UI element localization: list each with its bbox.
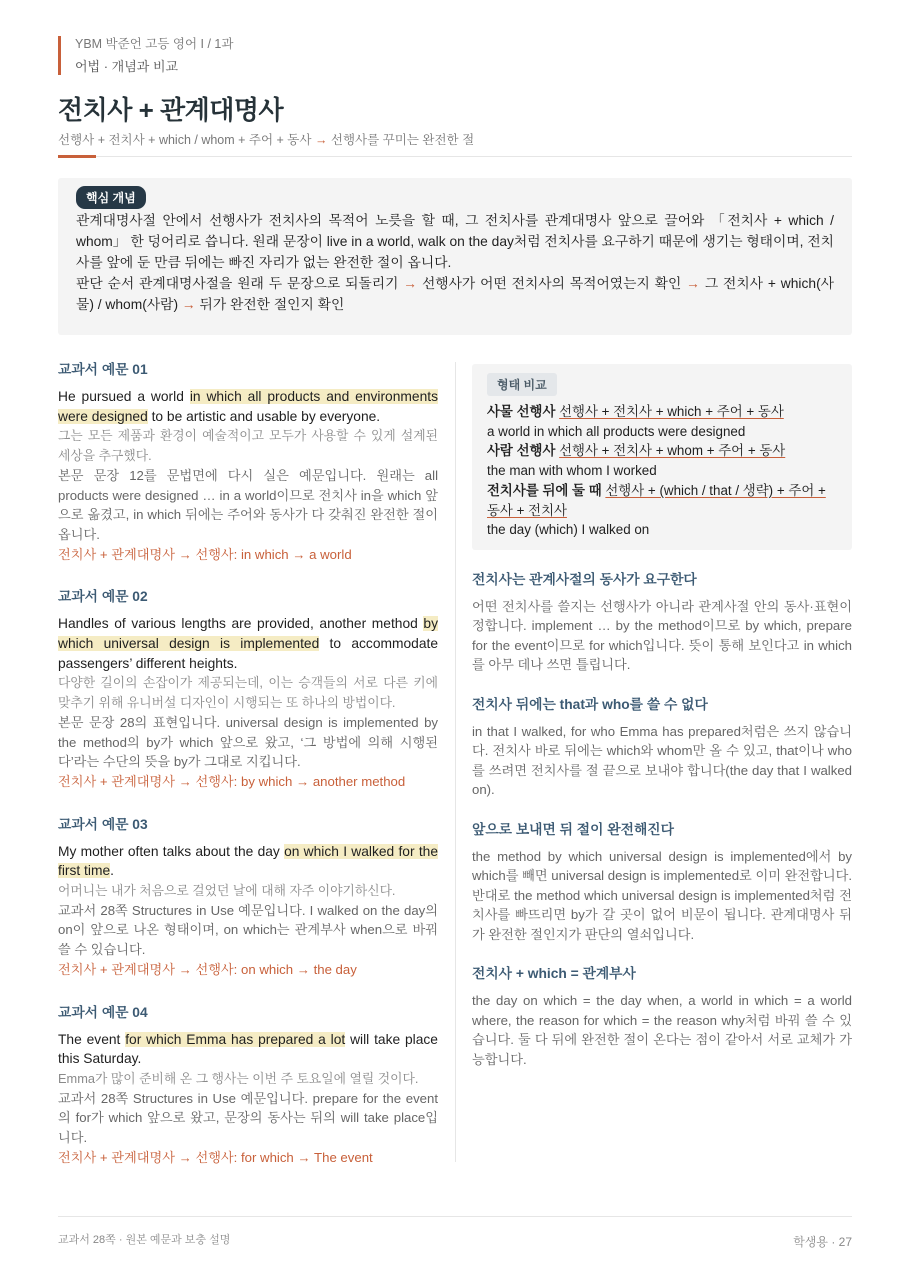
title-accent-line xyxy=(58,155,96,158)
example-note: 본문 문장 28의 표현입니다. universal design is implemented by the method의 by가 which 앞으로 왔고, ‘그 방법에 의해 시행된다’라는 수단의 뜻을 by가 그대로 지킵니다. xyxy=(58,714,438,770)
note-title: 전치사는 관계사절의 동사가 요구한다 xyxy=(472,571,697,587)
compare-example: a world in which all products were designed xyxy=(487,423,746,439)
examples-column xyxy=(58,358,438,1189)
footer-source: 교과서 28쪽 · 원본 예문과 보충 설명 xyxy=(58,1234,231,1246)
example-title: 교과서 예문 01 xyxy=(58,362,148,377)
example-rule: 전치사 + 관계대명사 → 선행사: by which → another method xyxy=(58,773,406,789)
concept-pill: 핵심 개념 xyxy=(76,186,146,209)
arrow-icon: → xyxy=(686,276,700,291)
page-number: 학생용 · 27 xyxy=(793,1235,852,1249)
concept-box xyxy=(58,178,852,335)
concept-paragraph: 관계대명사절 안에서 선행사가 전치사의 목적어 노릇을 할 때, 그 전치사를 관계대명사 앞으로 끌어와 「전치사 + which / whom」 한 덩어리로 씁니다. 원래 문장이 live in a world, walk on the day처럼 전치사를 요구하기 때문에 생기는 형태이며, 전치사를 앞에 둔 만큼 뒤에는 빠진 자리가 없는 완전한 절이 옵니다. xyxy=(76,213,834,270)
example-title: 교과서 예문 03 xyxy=(58,816,148,832)
note-block xyxy=(472,818,852,945)
example-rule: 전치사 + 관계대명사 → 선행사: on which → the day xyxy=(58,961,357,977)
compare-formula: 선행사 + (which / that / 생략) + 주어 + 동사 + 전치사 xyxy=(487,482,826,518)
example-english-pre: My mother often talks about the day xyxy=(58,843,285,859)
compare-label: 사물 선행사 xyxy=(487,404,560,419)
note-body: 어떤 전치사를 쓸지는 선행사가 아니라 관계사절 안의 동사·표현이 정합니다. implement … by the method이므로 by which, prepare for the event이므로 for which입니다. 뜻이 통해 보인다고 in which를 아무 데나 쓰면 틀립니다. xyxy=(472,598,852,673)
title-divider xyxy=(58,156,852,157)
page-subtitle xyxy=(58,130,474,148)
example-note: 교과서 28쪽 Structures in Use 예문입니다. I walked on the day의 on이 앞으로 나온 형태이며, on which는 관계부사 when으로 바꿔 쓸 수 있습니다. xyxy=(58,902,438,958)
subtitle-result: 선행사를 꾸미는 완전한 절 xyxy=(327,133,475,147)
example-note: 교과서 28쪽 Structures in Use 예문입니다. prepare for the event의 for가 which 앞으로 왔고, 문장의 동사는 뒤의 will take place입니다. xyxy=(58,1090,438,1146)
arrow-icon: → xyxy=(403,276,418,291)
example-title: 교과서 예문 02 xyxy=(58,589,148,605)
step-4: 뒤가 완전한 절인지 확인 xyxy=(195,297,345,312)
example-block xyxy=(58,813,438,980)
compare-pattern xyxy=(487,402,836,422)
compare-pattern xyxy=(487,441,836,461)
example-english xyxy=(58,842,438,881)
example-english xyxy=(58,387,438,426)
compare-example: the day (which) I walked on xyxy=(487,522,650,538)
highlighted-clause: for which Emma has prepared a lot xyxy=(125,1031,346,1047)
step-2: 선행사가 어떤 전치사의 목적어였는지 확인 xyxy=(417,276,687,291)
example-block xyxy=(58,585,438,791)
example-english-pre: The event xyxy=(58,1031,126,1047)
example-translation: 다양한 길이의 손잡이가 제공되는데, 이는 승객들의 서로 다른 키에 맞추기 위해 유니버설 디자인이 시행되는 또 하나의 방법이다. xyxy=(58,675,438,711)
note-body: the method by which universal design is implemented에서 by which를 빼면 universal design is implemented로 이미 완전합니다. 반대로 the method which universal design is implemented처럼 전치사를 빠뜨리면 by가 갈 곳이 없어 비문이 됩니다. 관계대명사 뒤가 완전한 절인지가 판단의 열쇠입니다. xyxy=(472,848,852,942)
column-divider xyxy=(455,362,456,1162)
note-title: 앞으로 보내면 뒤 절이 완전해진다 xyxy=(472,821,674,837)
example-translation: 그는 모든 제품과 환경이 예술적이고 모두가 사용할 수 있게 설계된 세상을 추구했다. xyxy=(58,428,438,464)
footer-divider xyxy=(58,1216,852,1217)
compare-formula: 선행사 + 전치사 + whom + 주어 + 동사 xyxy=(559,443,786,459)
example-english-post: to be artistic and usable by everyone. xyxy=(147,408,381,424)
example-note: 본문 문장 12를 문법면에 다시 실은 예문입니다. 원래는 all products were designed … in a world이므로 전치사 in을 which 앞으로 옮겼고, in which 뒤에는 주어와 동사가 다 갖춰진 완전한 절이 옵니다. xyxy=(58,467,438,542)
highlighted-clause: by which universal design is implemented xyxy=(58,616,438,652)
example-english xyxy=(58,614,438,673)
concept-steps xyxy=(76,273,834,315)
example-english-post: will take place this Saturday. xyxy=(58,1031,438,1067)
arrow-icon: → xyxy=(314,133,328,147)
header-accent-bar xyxy=(58,36,61,75)
note-title: 전치사 뒤에는 that과 who를 쓸 수 없다 xyxy=(472,696,708,712)
note-block xyxy=(472,568,852,675)
step-3: 그 전치사 + which(사물) / whom(사람) xyxy=(76,276,834,312)
page-title: 전치사 + 관계대명사 xyxy=(58,95,284,125)
compare-box xyxy=(472,364,852,550)
example-block xyxy=(58,358,438,564)
example-english-pre: Handles of various lengths are provided, another method xyxy=(58,616,424,632)
notes-column xyxy=(472,364,852,1069)
compare-example: the man with whom I worked xyxy=(487,463,657,479)
example-english-pre: He pursued a world xyxy=(58,389,190,404)
compare-formula: 선행사 + 전치사 + which + 주어 + 동사 xyxy=(559,404,784,419)
breadcrumb: YBM 박준언 고등 영어 I / 1과 xyxy=(75,37,234,51)
section-label: 어법 · 개념과 비교 xyxy=(75,59,179,74)
example-rule: 전치사 + 관계대명사 → 선행사: for which → The event xyxy=(58,1149,373,1165)
compare-label: 사람 선행사 xyxy=(487,443,560,459)
example-english-post: . xyxy=(110,863,114,879)
example-block xyxy=(58,1001,438,1168)
subtitle-pattern: 선행사 + 전치사 + which / whom + 주어 + 동사 xyxy=(58,133,315,147)
example-english xyxy=(58,1030,438,1069)
example-title: 교과서 예문 04 xyxy=(58,1004,148,1020)
note-title: 전치사 + which = 관계부사 xyxy=(472,966,636,982)
concept-text xyxy=(76,210,834,315)
highlighted-clause: in which all products and environments were designed xyxy=(58,389,438,424)
example-rule: 전치사 + 관계대명사 → 선행사: in which → a world xyxy=(58,546,352,562)
note-block xyxy=(472,962,852,1069)
compare-pattern xyxy=(487,481,836,520)
note-body: in that I walked, for who Emma has prepared처럼은 쓰지 않습니다. 전치사 바로 뒤에는 which와 whom만 올 수 있고, that이나 who를 쓰려면 전치사를 절 끝으로 보내야 합니다(the day that I walked on). xyxy=(472,723,852,798)
example-translation: 어머니는 내가 처음으로 걸었던 날에 대해 자주 이야기하신다. xyxy=(58,883,396,899)
step-1: 판단 순서 관계대명사절을 원래 두 문장으로 되돌리기 xyxy=(76,276,404,291)
arrow-icon: → xyxy=(181,297,196,312)
example-english-post: to accommodate passengers’ different heights. xyxy=(58,636,439,671)
compare-pill: 형태 비교 xyxy=(487,373,557,396)
note-body: the day on which = the day when, a world in which = a world where, the reason for which = the reason why처럼 바꿔 쓸 수 있습니다. 둘 다 뒤에 완전한 절이 온다는 점이 같아서 서로 교체가 가능합니다. xyxy=(472,993,852,1067)
highlighted-clause: on which I walked for the first time xyxy=(58,843,438,879)
example-translation: Emma가 많이 준비해 온 그 행사는 이번 주 토요일에 열릴 것이다. xyxy=(58,1070,419,1086)
compare-label: 전치사를 뒤에 둘 때 xyxy=(487,482,606,498)
note-block xyxy=(472,693,852,800)
